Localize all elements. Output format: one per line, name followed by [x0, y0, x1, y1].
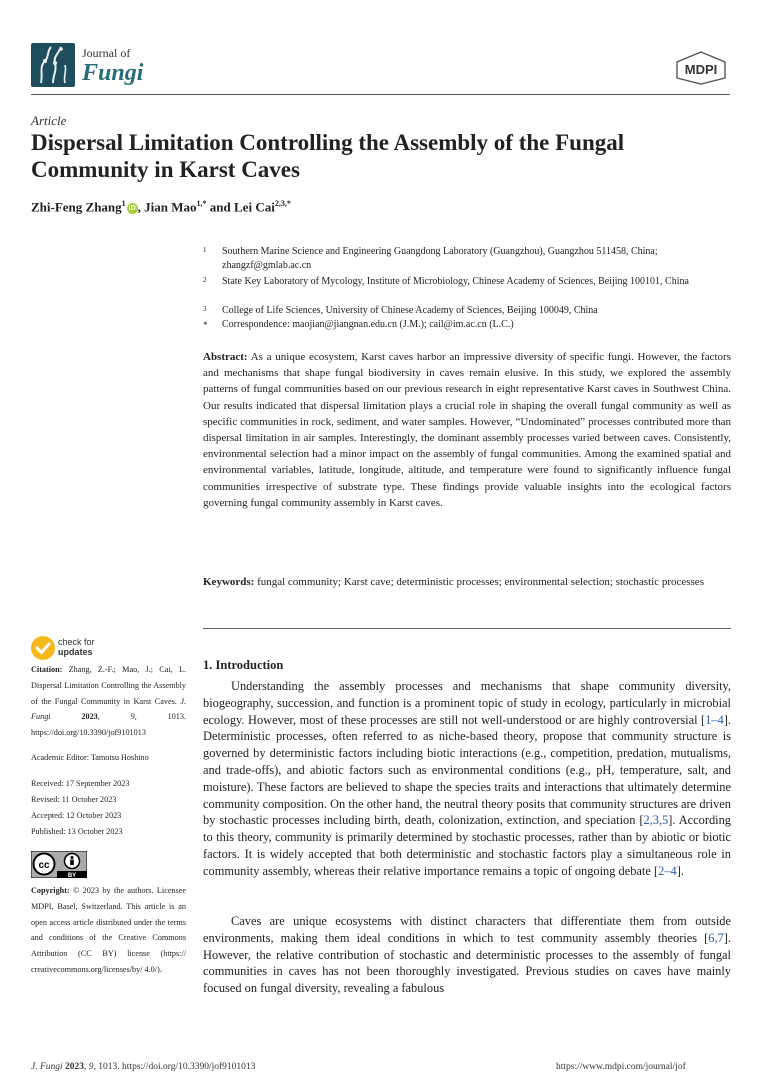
abstract [203, 349, 731, 511]
citation-volume: 9 [130, 712, 135, 722]
affiliation [203, 275, 733, 303]
citation-doi[interactable]: , 1013. https://doi.org/10.3390/jof9101013 [31, 712, 187, 738]
citation-journal: J. Fungi [31, 696, 186, 722]
paragraph-text: ]. However, the relative contribution of stochastic and deterministic processes to the assembly of fungal communities in caves has not been thoroughly investigated. Previous studies on caves have mainly focused on fungal diversity, revealing a fabulous [203, 930, 731, 996]
affiliation-mark: 1 [121, 199, 126, 208]
keywords-text: fungal community; Karst cave; deterministic processes; environmental selection; stochastic processes [257, 576, 704, 588]
citation-label: Citation: [31, 665, 63, 674]
citation-year: 2023 [81, 712, 98, 722]
revised-date: Revised: 11 October 2023 [31, 795, 117, 804]
check-for-updates-label[interactable]: updates [58, 647, 93, 657]
citation: Citation: Zhang, Z.-F.; Mao, J.; Cai, L. Dispersal Limitation Controlling the Assembly of the Fungal Community in Karst Caves. J. Fungi 2023, 9, 1013. https://doi.org/10.3390/jof9101013 [31, 665, 187, 738]
affiliation-text: Correspondence: maojian@jiangnan.edu.cn (J.M.); cail@im.ac.cn (L.C.) [222, 319, 514, 330]
journal-prefix: Journal of [82, 46, 131, 60]
mdpi-logo[interactable] [673, 50, 729, 86]
footer-journal-url[interactable]: https://www.mdpi.com/journal/jof [556, 1062, 686, 1072]
affiliation-mark: 2,3,* [274, 199, 291, 208]
paragraph-text: ]. According to this theory, community is primarily determined by stochastic processes, rather than by abiotic or biotic factors. It is widely accepted that both deterministic and stochastic factors play a simultaneous role in community assembly, whereas their relative importance remains a topic of ongoing debate [ [203, 813, 731, 878]
by-label: BY [67, 873, 77, 878]
affiliation [203, 245, 733, 273]
footer-volume: 9 [88, 1062, 94, 1072]
accepted-date: Accepted: 12 October 2023 [31, 811, 122, 820]
author-name[interactable]: Zhi-Feng Zhang [31, 199, 122, 215]
check-for-updates-icon[interactable] [31, 636, 55, 660]
footer-doi[interactable]: , 1013. https://doi.org/10.3390/jof9101013 [93, 1062, 256, 1072]
author-name[interactable]: Lei Cai [234, 199, 275, 215]
keywords-label: Keywords: [203, 576, 255, 588]
author-name[interactable]: Jian Mao [144, 199, 197, 215]
orcid-icon[interactable]: iD [128, 205, 136, 213]
citation-ref[interactable]: 1–4 [705, 712, 724, 727]
publisher-name: MDPI [684, 62, 718, 77]
author-separator: and [206, 199, 235, 215]
correspondence [203, 318, 733, 332]
journal-name: Fungi [82, 60, 144, 86]
paper-title: Dispersal Limitation Controlling the Assembly of the Fungal Community in Karst Caves [31, 130, 625, 182]
header-rule [31, 94, 730, 95]
keywords [203, 574, 731, 590]
article-type: Article [31, 113, 67, 128]
section-rule [203, 628, 731, 629]
copyright-text: © 2023 by the authors. Licensee MDPI, Basel, Switzerland. This article is an open access article distributed under the terms and conditions of the Creative Commons Attribution (CC BY) license (https:// creativecommons.org/licenses/by/ 4.0/). [31, 886, 187, 974]
copyright [31, 883, 186, 978]
affiliation-mark: 1,* [196, 199, 207, 208]
footer-citation: J. Fungi 2023, 9, 1013. https://doi.org/10.3390/jof9101013 [31, 1062, 256, 1072]
footer-journal: J. Fungi [31, 1062, 63, 1072]
affiliation-text: College of Life Sciences, University of Chinese Academy of Sciences, Beijing 100049, China [222, 305, 598, 316]
paragraph-text: ]. [676, 863, 684, 878]
published-date: Published: 13 October 2023 [31, 827, 123, 836]
affiliation-number: 1 [203, 246, 207, 254]
abstract-text: As a unique ecosystem, Karst caves harbor an impressive diversity of specific fungi. However, the factors and mechanisms that shape fungal biodiversity in caves remain elusive. In this study, we explored the assembly patterns of fungal communities based on our previous research in eight representative Karst caves in Southwest China. Our results indicated that dispersal limitation plays a crucial role in shaping the overall fungal community as well as specific communities in rock, sediment, and water samples. However, “Undominated” processes contributed more than dispersal limitation in air samples. Interestingly, the dominant assembly processes varied between caves. Consistently, environmental selection had a minor impact on the assembly of fungal communities. Among the examined spatial and environmental variables, latitude, longitude, altitude, and temperature were found to significantly influence fungal communities irrespective of substrate type. These findings provide valuable insights into the ecological factors governing fungal community assembly in Karst caves. [203, 351, 731, 509]
footer-year: 2023 [65, 1062, 85, 1072]
section-heading: 1. Introduction [203, 658, 284, 672]
abstract-label: Abstract: [203, 351, 248, 363]
affiliation-number: 2 [203, 276, 207, 284]
academic-editor: Academic Editor: Tamotsu Hoshino [31, 753, 149, 762]
copyright-label: Copyright: [31, 886, 70, 895]
paragraph-text: Caves are unique ecosystems with distinct characters that differentiate them from outside environments, making them ideal conditions in which to test community assembly theories [ [203, 914, 731, 945]
affiliation-number: 3 [203, 305, 207, 313]
paragraph [203, 678, 731, 880]
author-list [31, 199, 291, 215]
citation-ref[interactable]: 6,7 [708, 930, 724, 945]
received-date: Received: 17 September 2023 [31, 779, 130, 788]
cc-label: cc [38, 860, 50, 871]
affiliation-text: State Key Laboratory of Mycology, Institute of Microbiology, Chinese Academy of Sciences, Beijing 100101, China [222, 276, 689, 287]
affiliation-text: Southern Marine Science and Engineering Guangdong Laboratory (Guangzhou), Guangzhou 511458, China; zhangzf@gmlab.ac.cn [222, 246, 658, 271]
citation-ref[interactable]: 2,3,5 [643, 813, 669, 828]
check-for-updates-label[interactable]: check for [58, 637, 95, 647]
paragraph [203, 913, 731, 997]
citation-text: Zhang, Z.-F.; Mao, J.; Cai, L. Dispersal Limitation Controlling the Assembly of the Fungal Community in Karst Caves. [31, 665, 187, 706]
paragraph-text: ]. Deterministic processes, often referred to as niche-based theory, propose that community structure is governed by deterministic factors including biotic interactions (e.g., competition, predation, mutualisms, and trade-offs), and abiotic factors such as environmental conditions (e.g., pH, temperature, salt, and moisture). These factors are believed to shape the species traits and interactions that ultimately determine community composition. On the other hand, the neutral theory posits that community structures are driven by stochastic processes including birth, death, colonization, extinction, and speciation [ [203, 712, 731, 828]
cc-by-license-badge[interactable] [31, 851, 87, 878]
affiliation [203, 304, 733, 318]
paragraph-text: Understanding the assembly processes and mechanisms that shape community diversity, biogeography, succession, and function is a prominent topic of study in ecology, particularly in microbial ecology. However, most of these processes are still not well-understood or are highly controversial [ [203, 679, 731, 727]
author-separator: , [137, 199, 145, 215]
citation-ref[interactable]: 2–4 [658, 863, 677, 878]
journal-logo [31, 43, 75, 87]
affiliation-number: * [203, 320, 208, 330]
